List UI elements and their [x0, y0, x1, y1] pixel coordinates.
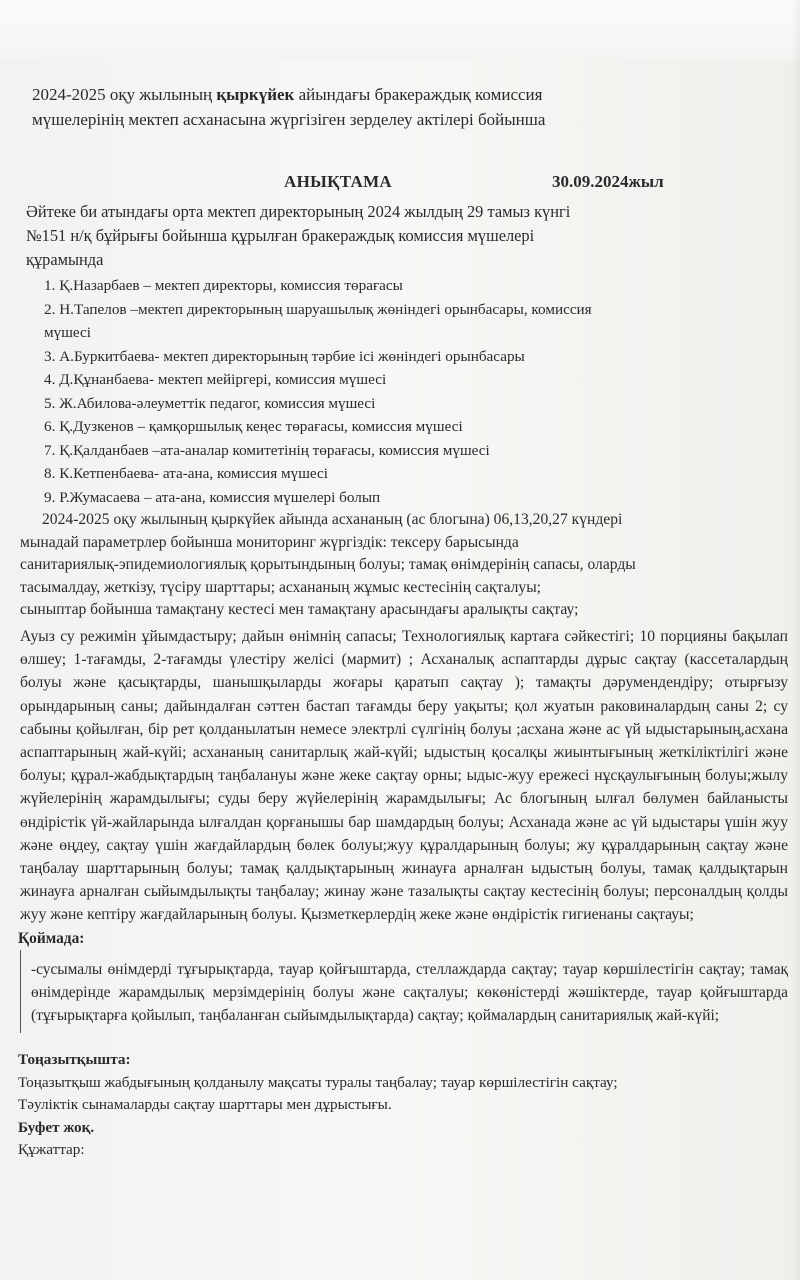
member-item: 7. Қ.Қалданбаев –ата-аналар комитетінің төрағасы, комиссия мүшесі: [44, 441, 490, 459]
member-item: 4. Д.Құнанбаева- мектеп мейіргері, комиссия мүшесі: [44, 371, 387, 388]
document-heading: [18, 82, 788, 132]
intro-line: құрамында: [26, 250, 104, 269]
commission-members-list: [18, 274, 788, 509]
buffet-note: Буфет жоқ.: [18, 1118, 95, 1136]
fridge-section: [18, 1049, 788, 1162]
storage-text: -сусымалы өнімдерді тұғырықтарда, тауар қойғыштарда, стеллаждарда сақтау; тауар көршілестігін сақтау; тамақ өнімдерінде жарамдылық мерзімдерінің болуы және сақталуы; көкөністерді жәшіктерде, тауар қойғыштарда (тұғырықтарға қойылып, таңбаланған сыйымдылықтарда) сақтау; қоймалардың санитариялық жай-күйі;: [31, 961, 788, 1025]
page-edge-shadow: [792, 0, 800, 1280]
member-item: 2. Н.Тапелов –мектеп директорының шаруашылық жөніндегі орынбасары, комиссия: [44, 300, 592, 318]
heading-line1-pre: 2024-2025 оқу жылының: [32, 85, 217, 104]
monitoring-section: [18, 509, 788, 927]
monitoring-line: сыныптар бойынша тамақтану кестесі мен тамақтану арасындағы аралықты сақтау;: [20, 601, 579, 619]
documents-heading: Құжаттар:: [18, 1141, 85, 1159]
intro-paragraph: [18, 200, 788, 272]
intro-line: Әйтеке би атындағы орта мектеп директорының 2024 жылдың 29 тамыз күнгі: [26, 202, 571, 221]
title-row: [18, 170, 788, 200]
monitoring-line: мынадай параметрлер бойынша мониторинг жүргіздік: тексеру барысында: [20, 533, 519, 551]
heading-line1-post: айындағы бракераждық комиссия: [294, 85, 543, 104]
member-item-continuation: мүшесі: [44, 324, 91, 341]
fridge-line: Тоңазытқыш жабдығының қолданылу мақсаты туралы таңбалау; тауар көршілестігін сақтау;: [18, 1073, 618, 1091]
photo-glare: [0, 0, 800, 60]
member-item: 6. Қ.Дузкенов – қамқоршылық кеңес төрағасы, комиссия мүшесі: [44, 418, 463, 435]
storage-heading: Қоймада:: [18, 929, 85, 947]
heading-line2: мүшелерінің мектеп асханасына жүргізіген зерделеу актілері бойынша: [32, 110, 546, 129]
member-item: 5. Ж.Абилова-әлеуметтік педагог, комиссия мүшесі: [44, 394, 376, 412]
document-date: 30.09.2024жыл: [552, 172, 664, 191]
intro-line: №151 н/қ бұйрығы бойынша құрылған бракераждық комиссия мүшелері: [26, 226, 535, 245]
fridge-heading: Тоңазытқышта:: [18, 1051, 131, 1069]
monitoring-line: санитариялық-эпидемиологиялық қорытындының болуы; тамақ өнімдерінің сапасы, оларды: [20, 556, 636, 574]
member-item: 3. А.Буркитбаева- мектеп директорының тәрбие ісі жөніндегі орынбасары: [44, 347, 525, 365]
storage-section: [20, 950, 788, 1033]
monitoring-body: Ауыз су режимін ұйымдастыру; дайын өнімнің сапасы; Технологиялық картаға сәйкестігі; 10 порцияны бақылап өлшеу; 1-тағамды, 2-тағамды үлестіру желісі (мармит) ; Асханалық аспаптарды дұрыс сақтау (кассеталардың болуы және қасықтарды, шанышқыларды жоғары қаратып сақтау ); тамақты дәрумендендіру; отырғызу орындарының саны; дайындалған сәттен бастап тағамды беру уақыты; қол жуатын раковиналардың саны 2; су сабыны қойылған, бір рет қолданылатын немесе электрлі сүлгінің болуы ;асхана және ас үй ыдыстарының,асхана аспаптарының жай-күйі; асхананың санитарлық жай-күйі; ыдыстың қосалқы жиынтығының жеткіліктілігі және болуы; құрал-жабдықтардың таңбалануы және жеке сақтау орны; ыдыс-жуу ережесі нұсқаулығының болуы;жылу жүйелерінің жарамдылығы; суды беру жүйелерінің жарамдылығы; Ас блогының ылғал бөлумен байланысты өндірістік үй-жайларында ылғалдан қорғанышы бар шамдардың болуы; Асханада және ас үй ыдыстары үшін жуу және өңдеу, сақтау үшін жағдайлардың бөлек болуы;жуу құралдарының болуы; жу құралдарының сақтау және таңбалау шарттарының болуы; тамақ қалдықтарының жинауға арналған ыдыстың болуы, тамақ қалдықтарын жинауға арналған сыйымдылықты таңбалау; жинау және тазалықты сақтау кестесінің болуы; персоналдың қолды жуу және кептіру жағдайларының болуы. Қызметкерлердің жеке және өндірістік гигиенаны сақтауы;: [20, 627, 788, 924]
member-item: 1. Қ.Назарбаев – мектеп директоры, комиссия төрағасы: [44, 277, 403, 294]
document-body: [18, 82, 788, 1162]
member-item: 9. Р.Жумасаева – ата-ана, комиссия мүшелері болып: [44, 488, 381, 506]
fridge-line: Тәуліктік сынамаларды сақтау шарттары мен дұрыстығы.: [18, 1096, 392, 1114]
monitoring-line: 2024-2025 оқу жылының қыркүйек айында асхананың (ас блогына) 06,13,20,27 күндері: [42, 511, 623, 528]
heading-month: қыркүйек: [216, 85, 295, 104]
document-title: АНЫҚТАМА: [284, 172, 393, 191]
member-item: 8. К.Кетпенбаева- ата-ана, комиссия мүшесі: [44, 465, 329, 482]
monitoring-line: тасымалдау, жеткізу, түсіру шарттары; асхананың жұмыс кестесінің сақталуы;: [20, 578, 542, 596]
